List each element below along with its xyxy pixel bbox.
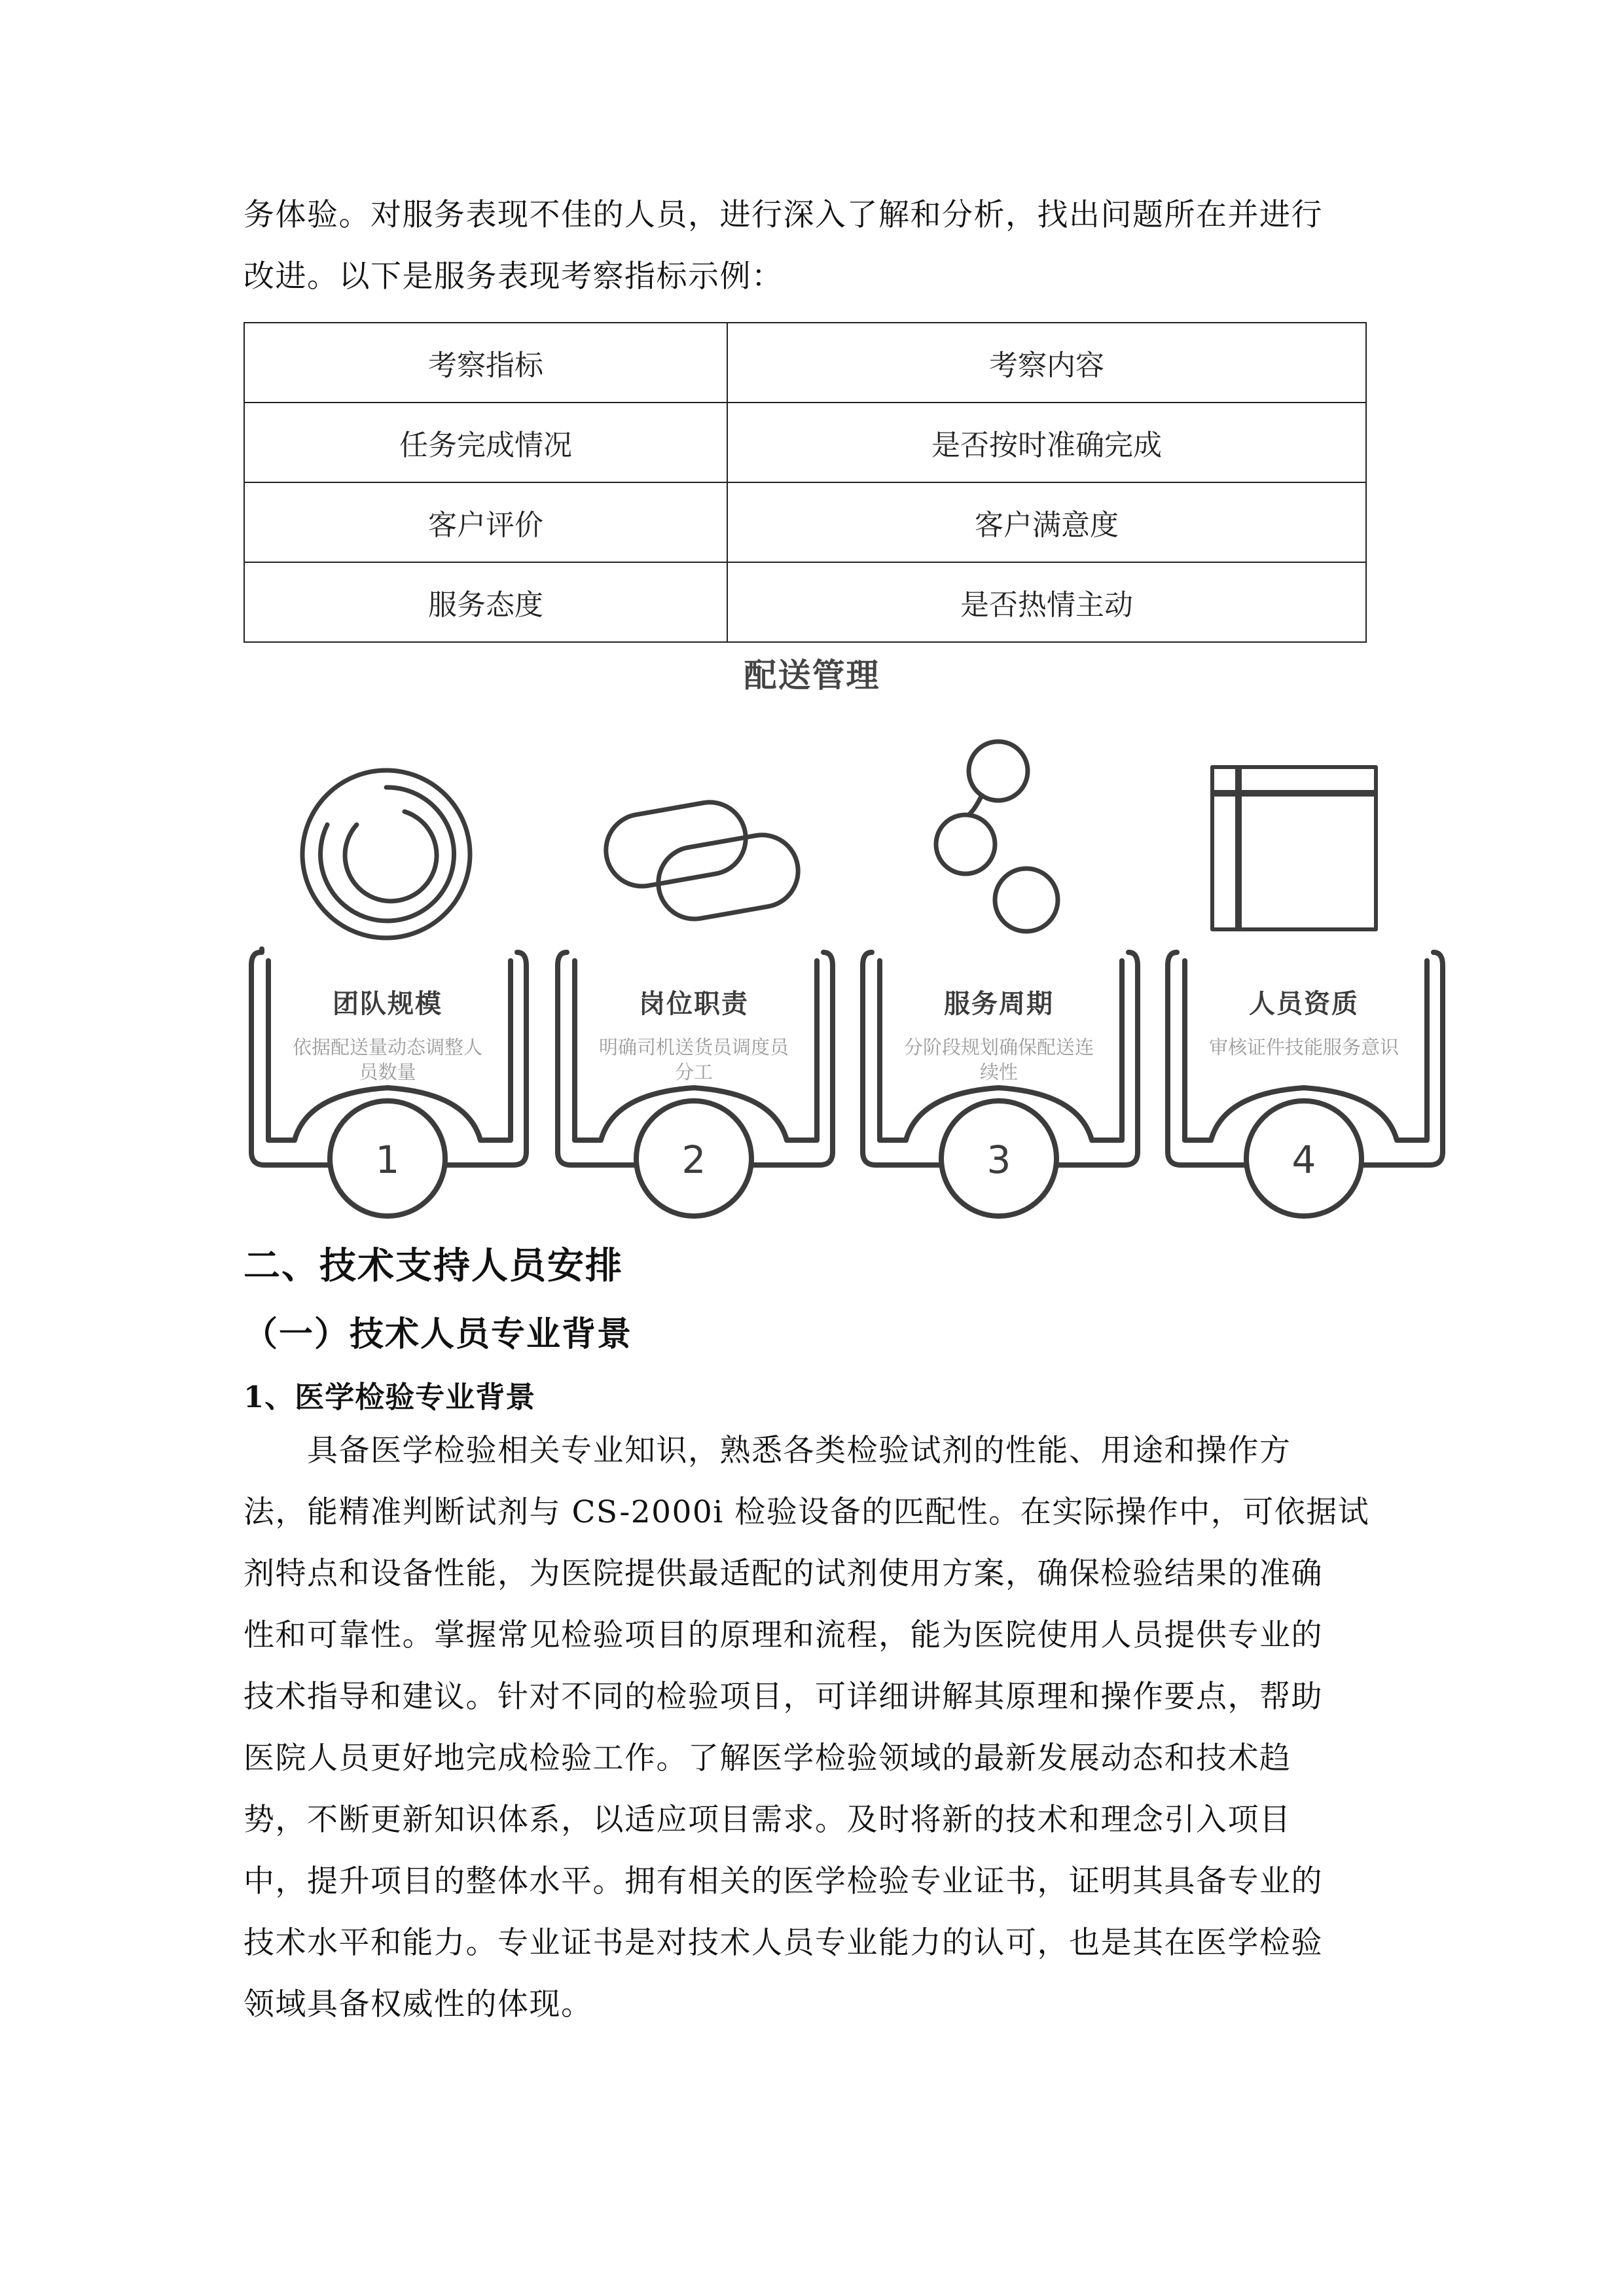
figure-title: 配送管理: [744, 656, 880, 694]
chain-link-icon: [600, 797, 804, 925]
card-staff-qualification: [1186, 983, 1422, 1060]
table-row: [244, 403, 1366, 482]
card-description: [1186, 1035, 1422, 1060]
card-description: [576, 1035, 812, 1085]
grid-frame-icon: [1212, 767, 1376, 929]
step-number: 3: [986, 1138, 1011, 1182]
card-desc-line: 员数量: [359, 1061, 416, 1083]
card-desc-line: 分阶段规划确保配送连: [903, 1036, 1094, 1058]
paragraph-line: 中，提升项目的整体水平。拥有相关的医学检验专业证书，证明其具备专业的: [244, 1863, 1323, 1899]
table-header-cell: 考察指标: [244, 323, 727, 403]
table-cell: 是否热情主动: [727, 562, 1366, 642]
card-title: 团队规模: [333, 989, 442, 1019]
body-paragraph: [244, 1420, 1370, 2036]
step-number: 1: [375, 1138, 400, 1182]
paragraph-line: 医院人员更好地完成检验工作。了解医学检验领域的最新发展动态和技术趋: [244, 1740, 1291, 1776]
card-team-size: [270, 983, 505, 1085]
section-heading: 二、技术支持人员安排: [244, 1245, 623, 1287]
card-desc-line: 续性: [979, 1061, 1018, 1083]
table-row: [244, 562, 1366, 642]
table-header-cell: 考察内容: [727, 323, 1366, 403]
delivery-management-figure: [0, 726, 1624, 1224]
table-cell: 任务完成情况: [244, 403, 727, 482]
table-header-row: [244, 323, 1366, 403]
table-cell: 客户满意度: [727, 482, 1366, 562]
concentric-circles-icon: [302, 770, 470, 938]
table-cell: 客户评价: [244, 482, 727, 562]
table-row: [244, 482, 1366, 562]
card-title: 人员资质: [1249, 989, 1359, 1019]
subsection-heading: （一）技术人员专业背景: [244, 1315, 633, 1354]
intro-line: 务体验。对服务表现不佳的人员，进行深入了解和分析，找出问题所在并进行: [244, 197, 1323, 233]
paragraph-line: 性和可靠性。掌握常见检验项目的原理和流程，能为医院使用人员提供专业的: [244, 1617, 1323, 1653]
molecule-icon: [936, 742, 1058, 931]
intro-paragraph: [244, 185, 1364, 308]
card-desc-line: 分工: [674, 1061, 713, 1083]
paragraph-line: 技术指导和建议。针对不同的检验项目，可详细讲解其原理和操作要点，帮助: [244, 1679, 1323, 1715]
intro-line: 改进。以下是服务表现考察指标示例：: [244, 259, 784, 295]
card-desc-line: 明确司机送货员调度员: [598, 1036, 789, 1058]
paragraph-line: 领域具备权威性的体现。: [244, 1986, 593, 2022]
table-cell: 是否按时准确完成: [727, 403, 1366, 482]
card-desc-line: 依据配送量动态调整人: [292, 1036, 482, 1058]
card-job-duties: [576, 983, 812, 1085]
paragraph-line: 剂特点和设备性能，为医院提供最适配的试剂使用方案，确保检验结果的准确: [244, 1556, 1323, 1592]
service-metrics-table: [244, 322, 1367, 643]
table-cell: 服务态度: [244, 562, 727, 642]
paragraph-line: 法，能精准判断试剂与 CS-2000i 检验设备的匹配性。在实际操作中，可依据试: [244, 1494, 1370, 1530]
card-description: [270, 1035, 505, 1085]
item-heading: 1、医学检验专业背景: [244, 1380, 536, 1414]
card-description: [881, 1035, 1117, 1085]
paragraph-line: 势，不断更新知识体系，以适应项目需求。及时将新的技术和理念引入项目: [244, 1802, 1291, 1838]
paragraph-line: 具备医学检验相关专业知识，熟悉各类检验试剂的性能、用途和操作方: [244, 1433, 1291, 1469]
card-title: 岗位职责: [639, 989, 749, 1019]
card-service-cycle: [881, 983, 1117, 1085]
step-number: 4: [1291, 1138, 1316, 1182]
card-desc-line: 审核证件技能服务意识: [1208, 1036, 1399, 1058]
paragraph-line: 技术水平和能力。专业证书是对技术人员专业能力的认可，也是其在医学检验: [244, 1925, 1323, 1961]
step-number: 2: [681, 1138, 706, 1182]
card-title: 服务周期: [944, 989, 1054, 1019]
